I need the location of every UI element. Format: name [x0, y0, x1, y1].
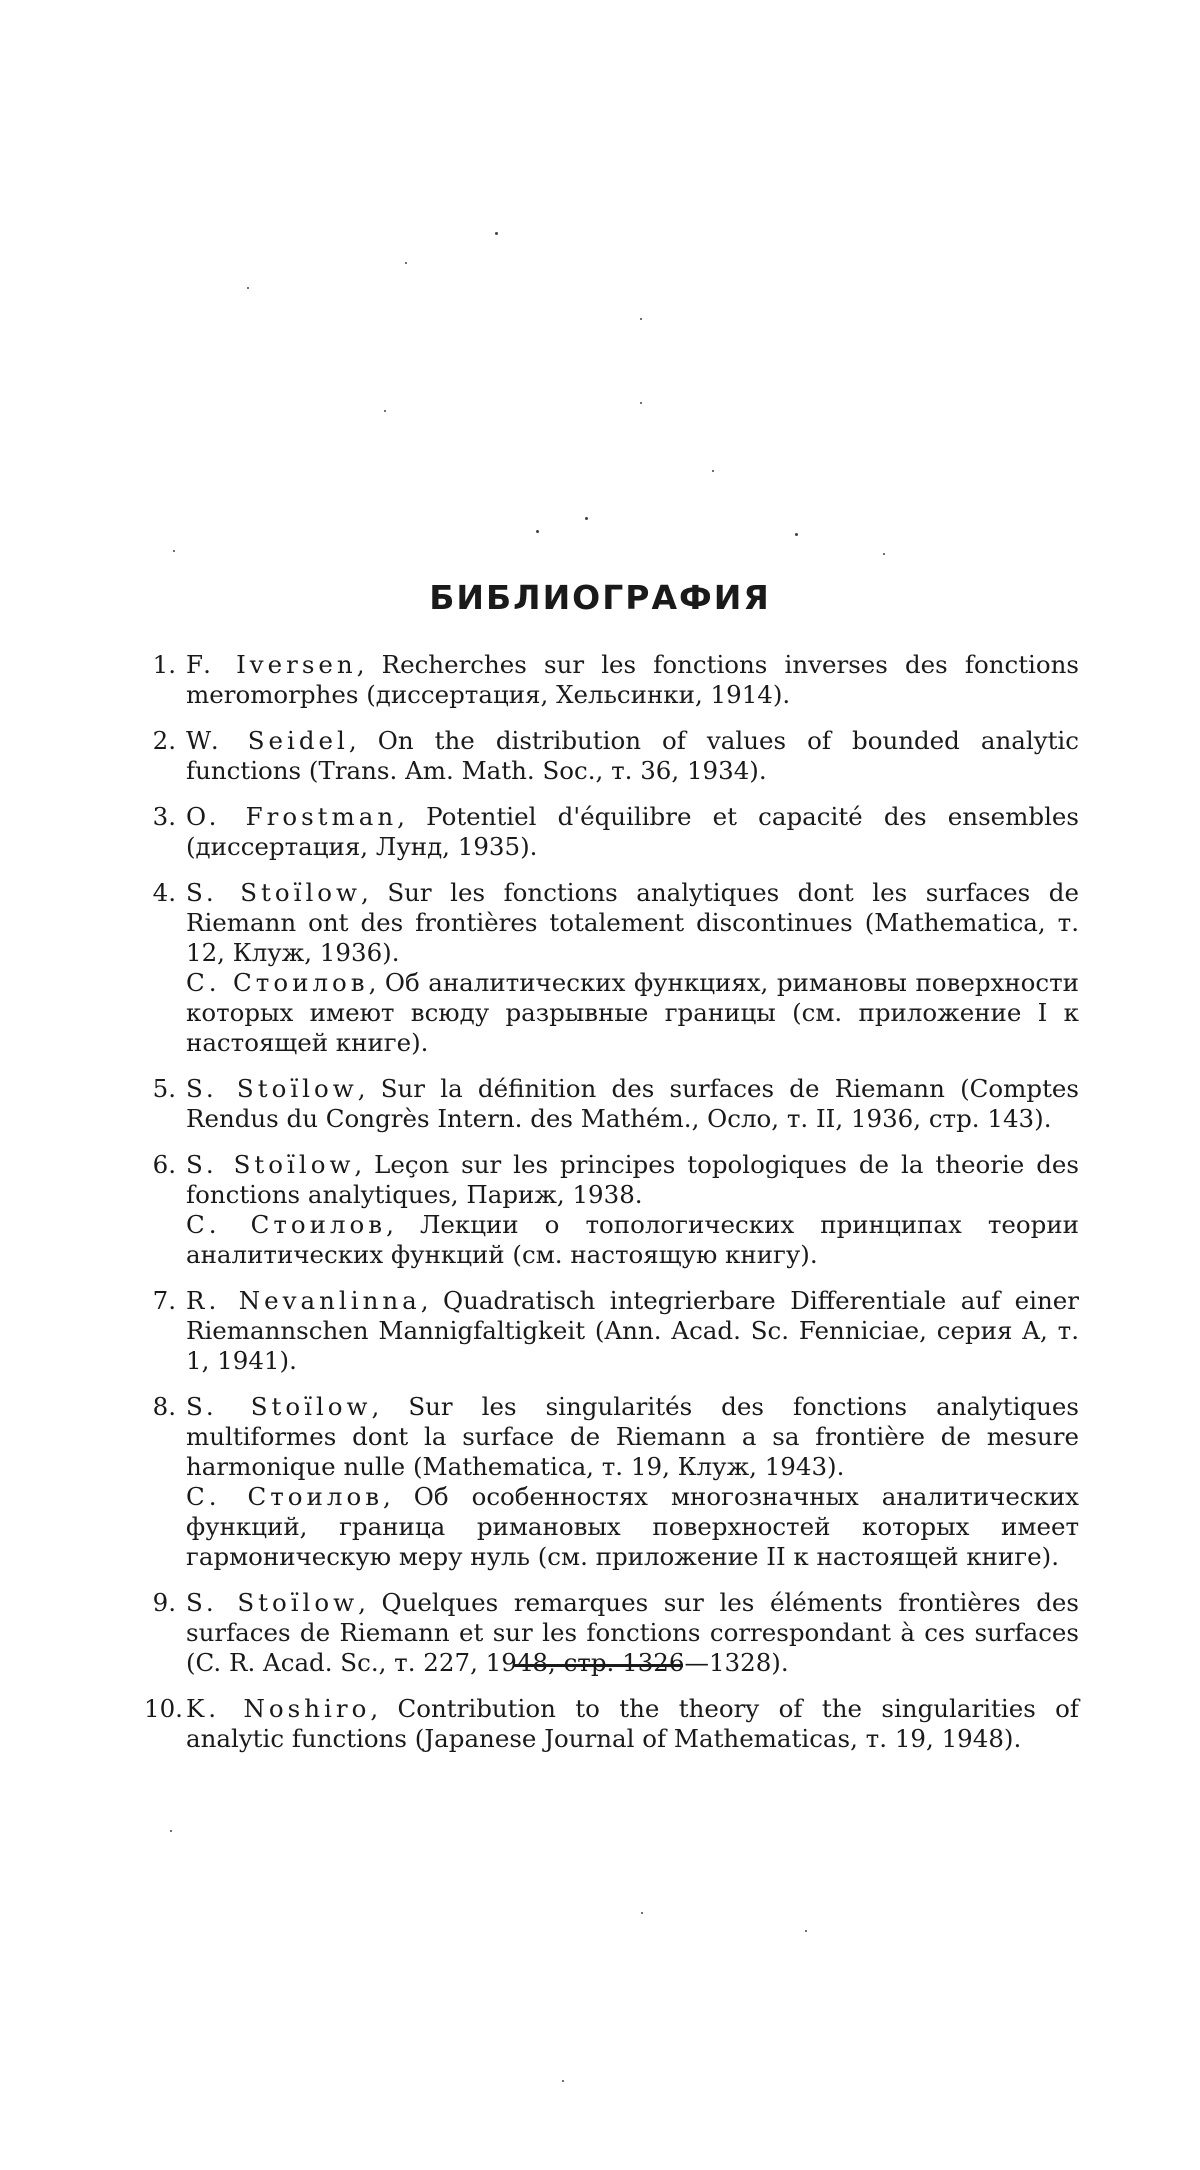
- entry-author: F. Iversen: [186, 650, 357, 679]
- bibliography-list: [144, 650, 1079, 1770]
- entry-text-translation: , Лекции о топологических принципах теории аналитических функций (см. настоящую книгу).: [186, 1210, 1080, 1269]
- entry-number: 1.: [152, 650, 176, 679]
- entry-text: , Potentiel d'équilibre et capacité des ensembles (диссертация, Лунд, 1935).: [186, 802, 1079, 861]
- entry-author: S. Stoïlow: [186, 1074, 358, 1103]
- entry-text: , Sur les fonctions analytiques dont les surfaces de Riemann ont des frontières totalement discontinues (Mathematica, т. 12, Клуж, 1936).: [186, 878, 1079, 967]
- entry-text: , Quelques remarques sur les éléments frontières des surfaces de Riemann et sur les fonctions correspondant à ces surfaces (C. R. Acad. Sc., т. 227, 1948, стр. 1326—1328).: [186, 1588, 1079, 1677]
- scan-speck: [641, 1912, 643, 1914]
- scan-speck: [405, 262, 407, 264]
- scan-speck: [795, 533, 798, 536]
- scan-speck: [640, 402, 642, 404]
- scan-speck: [562, 2080, 564, 2082]
- scan-speck: [712, 470, 714, 472]
- entry-text: , Contribution to the theory of the singularities of analytic functions (Japanese Journal of Mathematicas, т. 19, 1948).: [186, 1694, 1080, 1753]
- scan-speck: [247, 287, 249, 289]
- entry-author-translation: С. Стоилов: [186, 1210, 387, 1239]
- entry-number: 2.: [152, 726, 176, 755]
- entry-number: 8.: [152, 1392, 176, 1421]
- entry-text: , Sur les singularités des fonctions analytiques multiformes dont la surface de Riemann a sa frontière de mesure harmonique nulle (Mathematica, т. 19, Клуж, 1943).: [186, 1392, 1079, 1481]
- scan-speck: [536, 530, 539, 533]
- entry-text-translation: , Об особенностях многозначных аналитических функций, граница римановых поверхностей которых имеет гармоническую меру нуль (см. приложение II к настоящей книге).: [186, 1482, 1080, 1571]
- scan-speck: [883, 553, 885, 555]
- end-rule: [513, 1664, 683, 1667]
- entry-text: , On the distribution of values of bounded analytic functions (Trans. Am. Math. Soc., т. 36, 1934).: [186, 726, 1079, 785]
- bibliography-entry: [144, 1150, 1079, 1270]
- entry-number: 3.: [152, 802, 176, 831]
- entry-number: 10.: [144, 1694, 183, 1723]
- entry-author: S. Stoïlow: [186, 878, 362, 907]
- scan-speck: [170, 1830, 172, 1832]
- entry-number: 6.: [152, 1150, 176, 1179]
- entry-author-translation: С. Стоилов: [186, 1482, 383, 1511]
- entry-number: 4.: [152, 878, 176, 907]
- scan-speck: [173, 550, 175, 552]
- entry-number: 9.: [152, 1588, 176, 1617]
- bibliography-entry: [144, 726, 1079, 786]
- scan-speck: [585, 517, 588, 520]
- entry-text: , Quadratisch integrierbare Differentiale auf einer Riemannschen Mannigfaltigkeit (Ann. Acad. Sc. Fenniciae, серия A, т. 1, 1941).: [186, 1286, 1079, 1375]
- bibliography-entry: [144, 1074, 1079, 1134]
- bibliography-entry: [144, 1694, 1079, 1754]
- entry-author: S. Stoïlow: [186, 1150, 355, 1179]
- entry-text: , Recherches sur les fonctions inverses des fonctions meromorphes (диссертация, Хельсинки, 1914).: [186, 650, 1079, 709]
- entry-number: 7.: [152, 1286, 176, 1315]
- scan-speck: [384, 410, 386, 412]
- entry-author: O. Frostman: [186, 802, 398, 831]
- entry-translation: [186, 1210, 1079, 1270]
- scan-speck: [495, 232, 498, 235]
- scan-speck: [805, 1930, 807, 1932]
- entry-text: , Leçon sur les principes topologiques de la theorie des fonctions analytiques, Париж, 1938.: [186, 1150, 1079, 1209]
- entry-text: , Sur la définition des surfaces de Riemann (Comptes Rendus du Congrès Intern. des Mathém., Осло, т. II, 1936, стр. 143).: [186, 1074, 1079, 1133]
- entry-author: W. Seidel: [186, 726, 349, 755]
- entry-number: 5.: [152, 1074, 176, 1103]
- entry-translation: [186, 1482, 1079, 1572]
- bibliography-entry: [144, 650, 1079, 710]
- entry-author: K. Noshiro: [186, 1694, 371, 1723]
- bibliography-entry: [144, 878, 1079, 1058]
- bibliography-entry: [144, 1286, 1079, 1376]
- entry-translation: [186, 968, 1079, 1058]
- page-title: БИБЛИОГРАФИЯ: [429, 578, 771, 617]
- entry-author-translation: С. Стоилов: [186, 968, 369, 997]
- entry-author: R. Nevanlinna: [186, 1286, 421, 1315]
- scan-speck: [640, 318, 642, 320]
- entry-author: S. Stoïlow: [186, 1392, 372, 1421]
- entry-text-translation: , Об аналитических функциях, римановы поверхности которых имеют всюду разрывные границы (см. приложение I к настоящей книге).: [186, 968, 1080, 1057]
- bibliography-entry: [144, 802, 1079, 862]
- bibliography-entry: [144, 1392, 1079, 1572]
- entry-author: S. Stoïlow: [186, 1588, 359, 1617]
